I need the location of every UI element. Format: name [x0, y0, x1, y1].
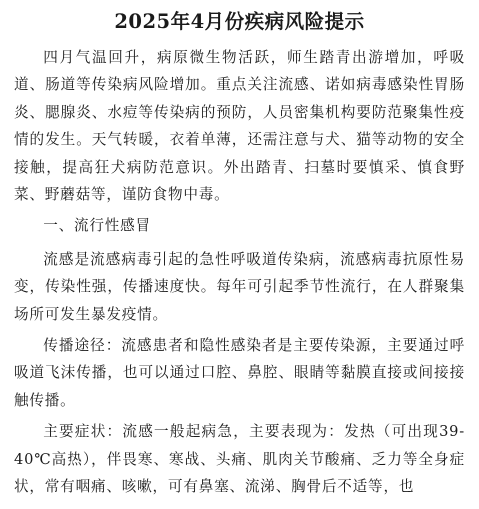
section-heading-influenza: 一、流行性感冒: [43, 217, 151, 235]
intro-paragraph: 四月气温回升，病原微生物活跃，师生踏青出游增加，呼吸道、肠道等传染病风险增加。重点关注流感、诺如病毒感染性胃肠炎、腮腺炎、水痘等传染病的预防，人员密集机构要防范聚集性疫情的发生。天气转暖，衣着单薄，还需注意与犬、猫等动物的安全接触，提高狂犬病防范意识。外出踏青、扫墓时要慎采、慎食野菜、野蘑菇等，谨防食物中毒。: [14, 49, 465, 204]
symptoms-paragraph: 主要症状：流感一般起病急，主要表现为：发热（可出现39-40℃高热），伴畏寒、寒战、头痛、肌肉关节酸痛、乏力等全身症状，常有咽痛、咳嗽，可有鼻塞、流涕、胸骨后不适等，也: [14, 423, 465, 496]
document-title: 2025年4月份疾病风险提示: [114, 10, 365, 33]
transmission-paragraph: 传播途径：流感患者和隐性感染者是主要传染源，主要通过呼吸道飞沫传播，也可以通过口腔、鼻腔、眼睛等黏膜直接或间接接触传播。: [14, 337, 465, 409]
influenza-definition-paragraph: 流感是流感病毒引起的急性呼吸道传染病，流感病毒抗原性易变，传染性强，传播速度快。每年可引起季节性流行，在人群聚集场所可发生暴发疫情。: [14, 250, 465, 323]
